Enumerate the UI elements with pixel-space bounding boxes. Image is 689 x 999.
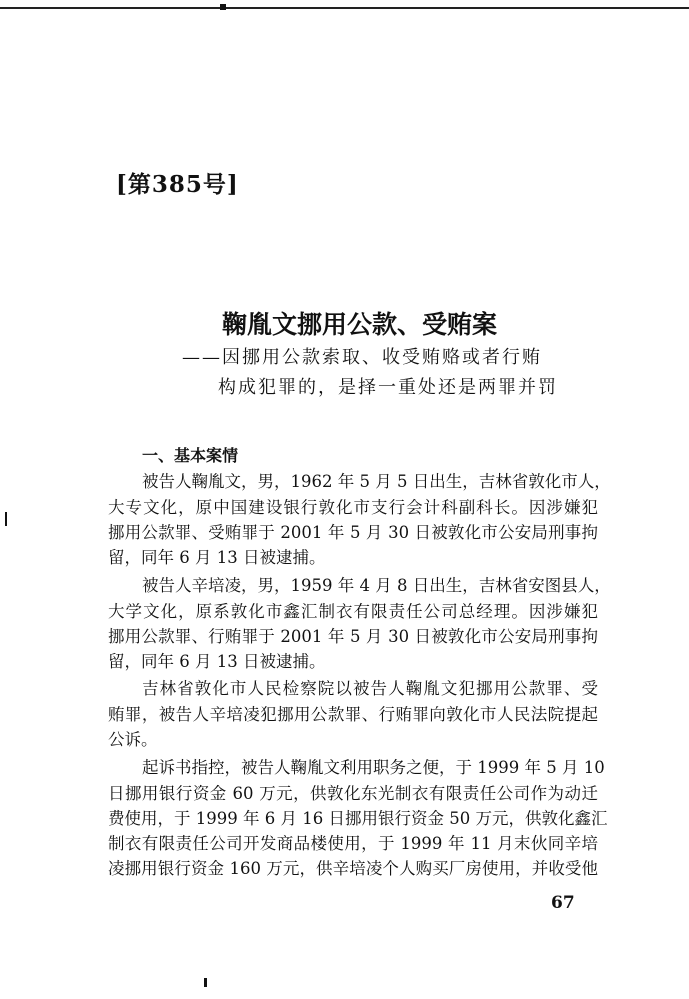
paragraph-line: 挪用公款罪、行贿罪于 2001 年 5 月 30 日被敦化市公安局刑事拘 — [108, 627, 598, 646]
section-heading: 一、基本案情 — [142, 446, 239, 465]
paragraph-line: 贿罪，被告人辛培凌犯挪用公款罪、行贿罪向敦化市人民法院提起 — [108, 705, 598, 724]
paragraph-line: 费使用，于 1999 年 6 月 16 日挪用银行资金 50 万元，供敦化鑫汇 — [108, 809, 608, 828]
page-number: 67 — [551, 893, 575, 913]
scan-mark — [5, 512, 7, 526]
paragraph-line: 制衣有限责任公司开发商品楼使用，于 1999 年 11 月末伙同辛培 — [108, 834, 598, 853]
scan-mark — [220, 4, 226, 10]
subtitle-line: ——因挪用公款索取、收受贿赂或者行贿 — [182, 347, 542, 368]
paragraph-line: 吉林省敦化市人民检察院以被告人鞠胤文犯挪用公款罪、受 — [142, 679, 598, 698]
paragraph-line: 公诉。 — [108, 730, 158, 749]
paragraph-line: 起诉书指控，被告人鞠胤文利用职务之便，于 1999 年 5 月 10 — [142, 758, 605, 777]
subtitle-line: 构成犯罪的，是择一重处还是两罪并罚 — [218, 377, 558, 398]
paragraph-line: 大专文化，原中国建设银行敦化市支行会计科副科长。因涉嫌犯 — [108, 498, 598, 517]
paragraph-line: 大学文化，原系敦化市鑫汇制衣有限责任公司总经理。因涉嫌犯 — [108, 602, 598, 621]
paragraph-line: 日挪用银行资金 60 万元，供敦化东光制衣有限责任公司作为动迁 — [108, 784, 598, 803]
paragraph-line: 凌挪用银行资金 160 万元，供辛培凌个人购买厂房使用，并收受他 — [108, 859, 598, 878]
top-rule — [0, 7, 689, 9]
paragraph-line: 留，同年 6 月 13 日被逮捕。 — [108, 652, 326, 671]
paragraph-line: 挪用公款罪、受贿罪于 2001 年 5 月 30 日被敦化市公安局刑事拘 — [108, 523, 598, 542]
scan-mark — [204, 978, 207, 987]
paragraph-line: 被告人鞠胤文，男，1962 年 5 月 5 日出生，吉林省敦化市人， — [142, 472, 611, 491]
case-number: [第385号] — [116, 171, 239, 198]
paragraph-line: 被告人辛培凌，男，1959 年 4 月 8 日出生，吉林省安图县人， — [142, 576, 611, 595]
case-title: 鞠胤文挪用公款、受贿案 — [221, 310, 497, 339]
paragraph-line: 留，同年 6 月 13 日被逮捕。 — [108, 548, 326, 567]
